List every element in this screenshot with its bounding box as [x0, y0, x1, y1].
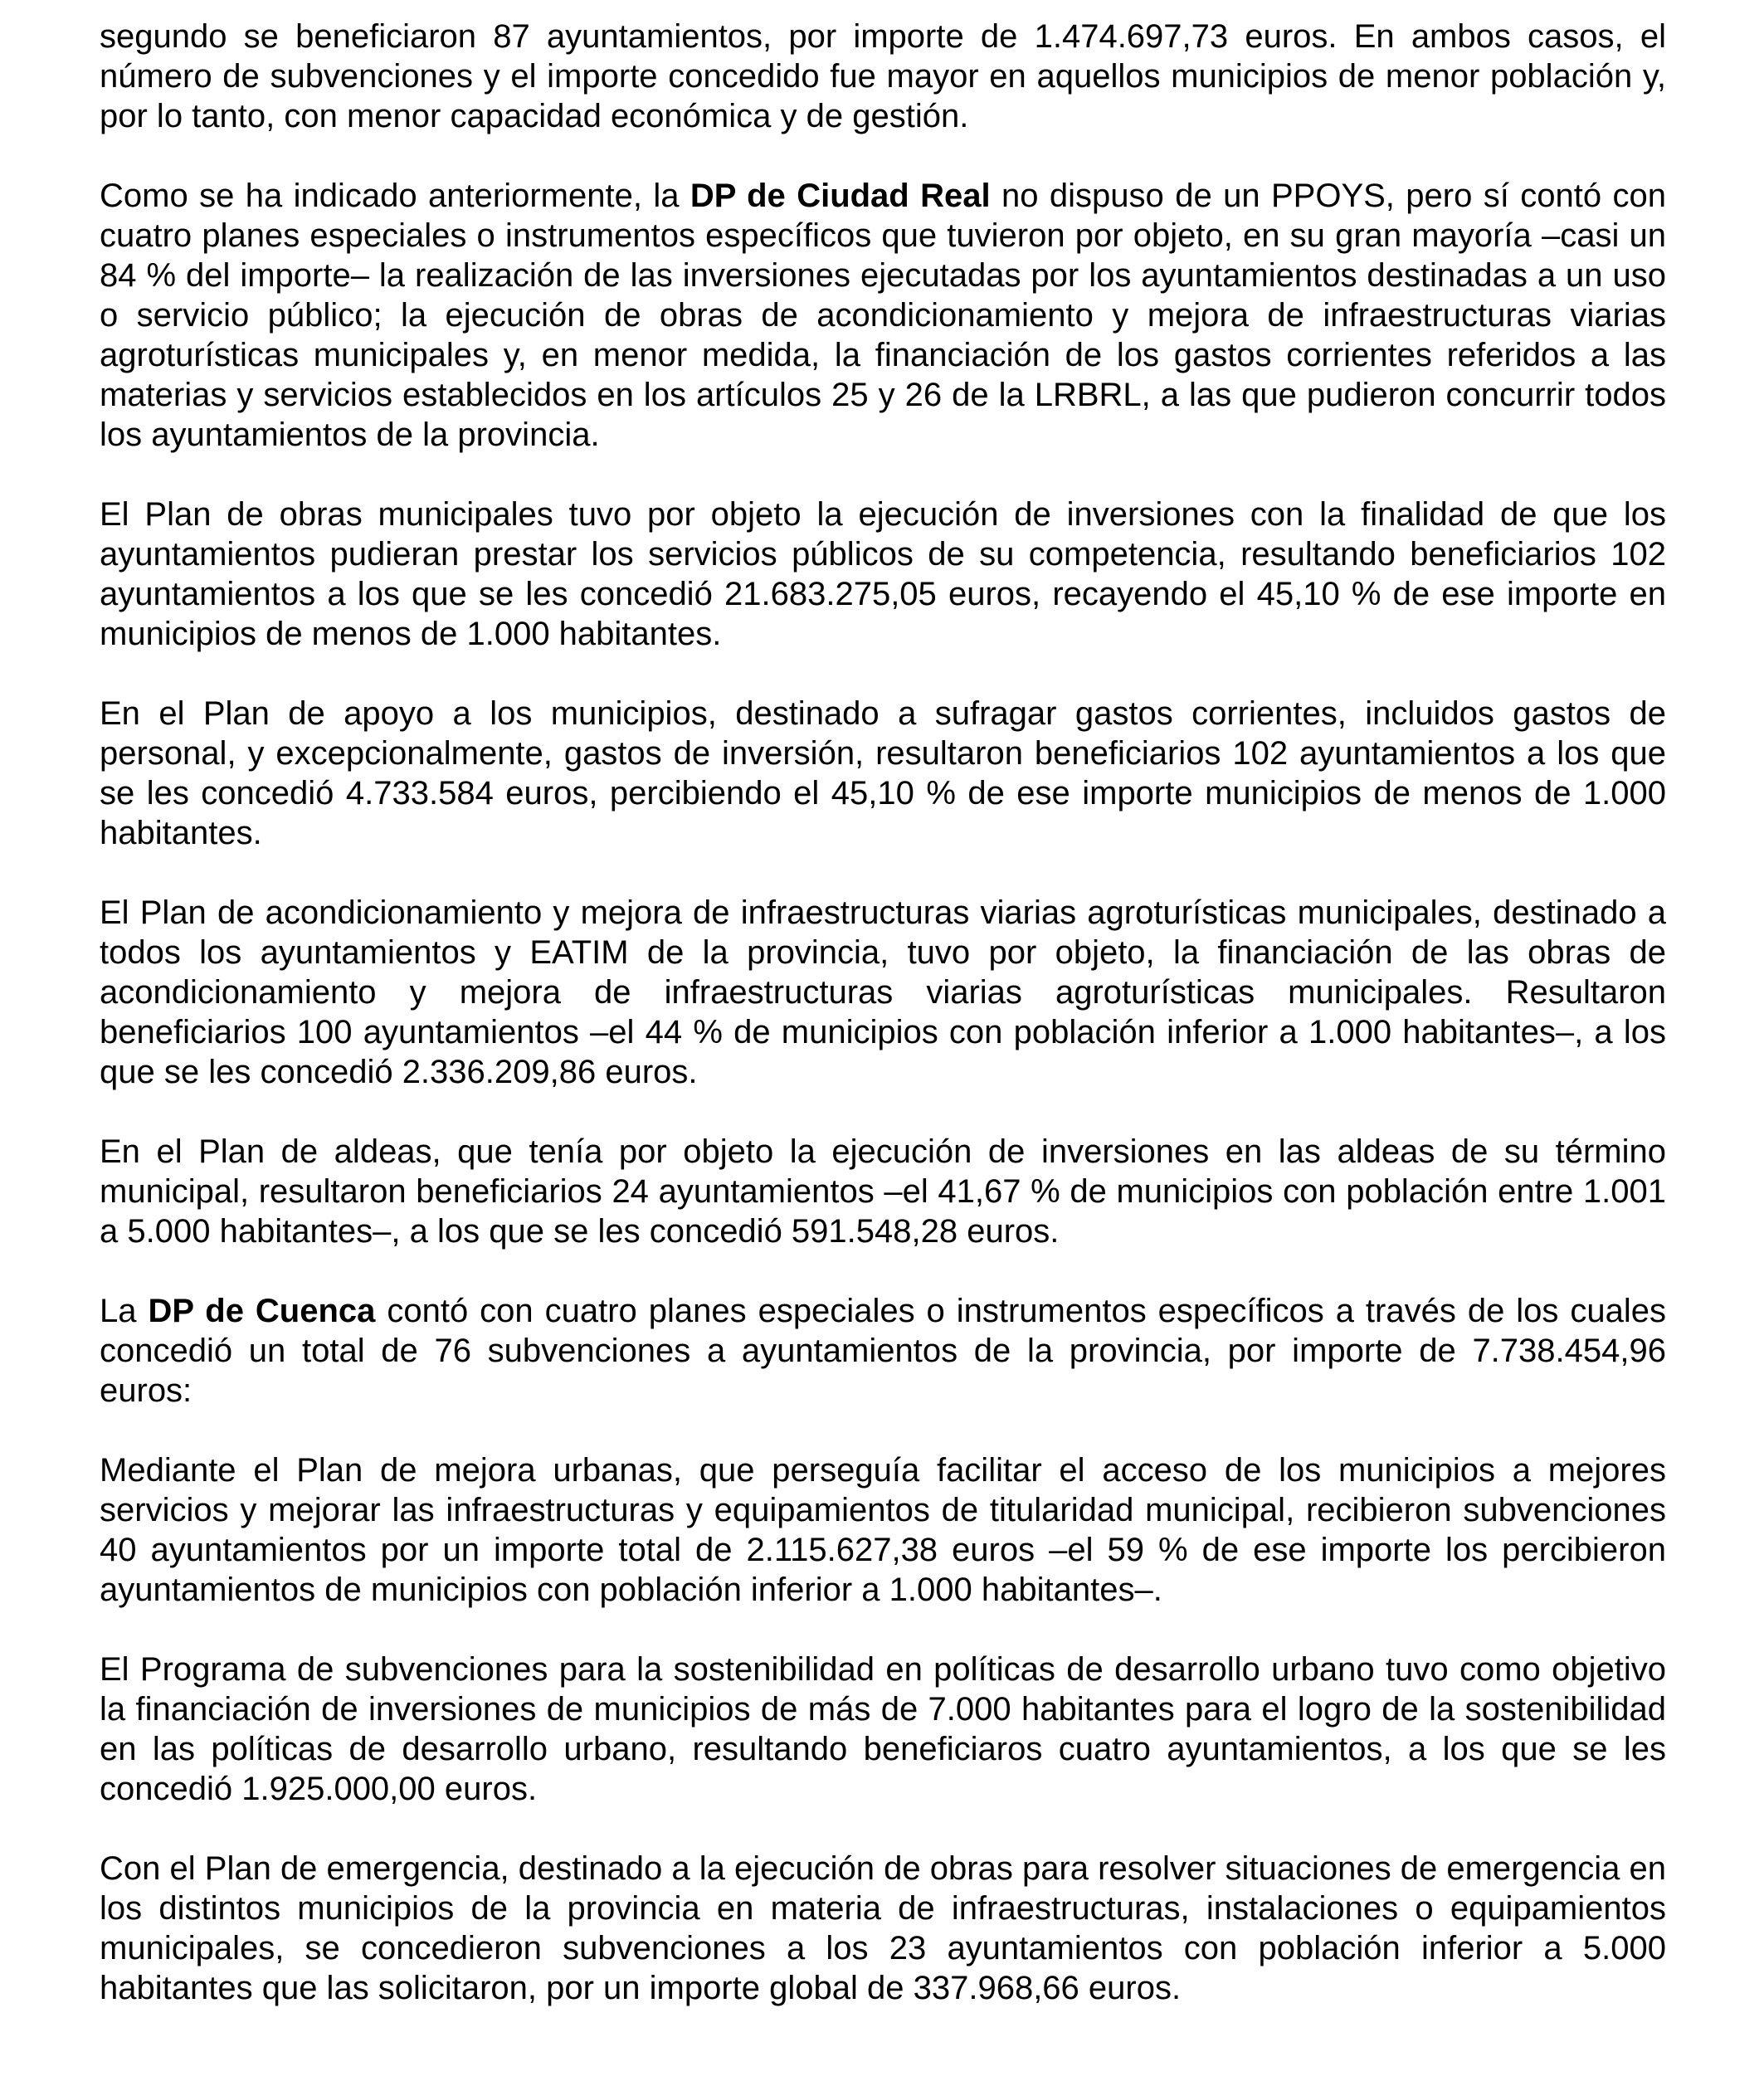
document-body — [100, 17, 1666, 2008]
text-segment: contó con cuatro planes especiales o instrumentos específicos a través de los cuales concedió un total de 76 subvenciones a ayuntamientos de la provincia, por importe de 7.738.454,96 euros: — [100, 1293, 1666, 1409]
paragraph-1 — [100, 17, 1666, 136]
text-segment: Mediante el Plan de mejora urbanas, que perseguía facilitar el acceso de los municipios a mejores servicios y mejorar las infraestructuras y equipamientos de titularidad municipal, recibieron subvenciones 40 ayuntamientos por un importe total de 2.115.627,38 euros –el 59 % de ese importe los percibieron ayuntamientos de municipios con población inferior a 1.000 habitantes–. — [100, 1452, 1666, 1608]
text-segment: La — [100, 1293, 149, 1329]
text-segment: En el Plan de apoyo a los municipios, destinado a sufragar gastos corrientes, incluidos gastos de personal, y excepcionalmente, gastos de inversión, resultaron beneficiarios 102 ayuntamientos a los que se les concedió 4.733.584 euros, percibiendo el 45,10 % de ese importe municipios de menos de 1.000 habitantes. — [100, 695, 1666, 851]
text-segment: no dispuso de un PPOYS, pero sí contó con cuatro planes especiales o instrumentos específicos que tuvieron por objeto, en su gran mayoría –casi un 84 % del importe– la realización de las inversiones ejecutadas por los ayuntamientos destinadas a un uso o servicio público; la ejecución de obras de acondicionamiento y mejora de infraestructuras viarias agroturísticas municipales y, en menor medida, la financiación de los gastos corrientes referidos a las materias y servicios establecidos en los artículos 25 y 26 de la LRBRL, a las que pudieron concurrir todos los ayuntamientos de la provincia. — [100, 178, 1667, 453]
text-segment: Con el Plan de emergencia, destinado a la ejecución de obras para resolver situaciones de emergencia en los distintos municipios de la provincia en materia de infraestructuras, instalaciones o equipamientos municipales, se concedieron subvenciones a los 23 ayuntamientos con población inferior a 5.000 habitantes que las solicitaron, por un importe global de 337.968,66 euros. — [100, 1850, 1666, 2006]
text-segment: El Plan de acondicionamiento y mejora de infraestructuras viarias agroturísticas municipales, destinado a todos los ayuntamientos y EATIM de la provincia, tuvo por objeto, la financiación de las obras de acondicionamiento y mejora de infraestructuras viarias agroturísticas municipales. Resultaron beneficiarios 100 ayuntamientos –el 44 % de municipios con población inferior a 1.000 habitantes–, a los que se les concedió 2.336.209,86 euros. — [100, 894, 1666, 1090]
paragraph-3 — [100, 495, 1666, 654]
paragraph-8 — [100, 1450, 1666, 1610]
bold-text-segment: DP de Cuenca — [148, 1293, 376, 1329]
paragraph-7 — [100, 1291, 1666, 1411]
paragraph-2 — [100, 176, 1666, 455]
paragraph-5 — [100, 893, 1666, 1092]
text-segment: En el Plan de aldeas, que tenía por objeto la ejecución de inversiones en las aldeas de su término municipal, resultaron beneficiarios 24 ayuntamientos –el 41,67 % de municipios con población entre 1.001 a 5.000 habitantes–, a los que se les concedió 591.548,28 euros. — [100, 1133, 1666, 1250]
paragraph-4 — [100, 694, 1666, 853]
text-segment: El Plan de obras municipales tuvo por objeto la ejecución de inversiones con la finalidad de que los ayuntamientos pudieran prestar los servicios públicos de su competencia, resultando beneficiarios 102 ayuntamientos a los que se les concedió 21.683.275,05 euros, recayendo el 45,10 % de ese importe en municipios de menos de 1.000 habitantes. — [100, 496, 1666, 652]
text-segment: Como se ha indicado anteriormente, la — [100, 178, 690, 214]
bold-text-segment: DP de Ciudad Real — [690, 178, 991, 214]
paragraph-9 — [100, 1650, 1666, 1809]
paragraph-6 — [100, 1132, 1666, 1251]
text-segment: segundo se beneficiaron 87 ayuntamientos, por importe de 1.474.697,73 euros. En ambos casos, el número de subvenciones y el importe concedido fue mayor en aquellos municipios de menor población y, por lo tanto, con menor capacidad económica y de gestión. — [100, 18, 1666, 134]
paragraph-10 — [100, 1849, 1666, 2008]
text-segment: El Programa de subvenciones para la sostenibilidad en políticas de desarrollo urbano tuvo como objetivo la financiación de inversiones de municipios de más de 7.000 habitantes para el logro de la sostenibilidad en las políticas de desarrollo urbano, resultando beneficiaros cuatro ayuntamientos, a los que se les concedió 1.925.000,00 euros. — [100, 1651, 1666, 1807]
